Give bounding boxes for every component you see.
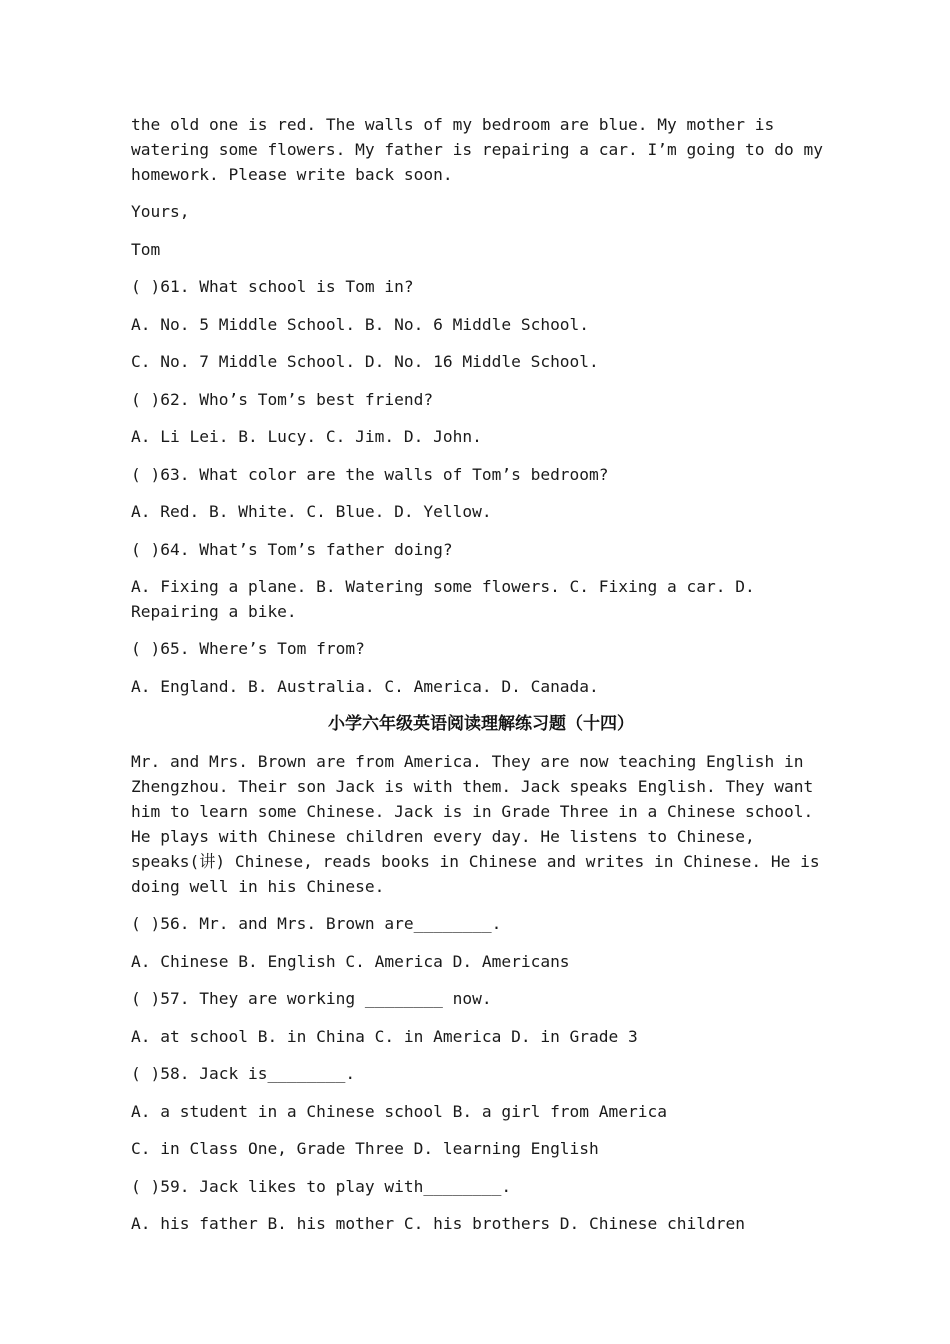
- question-block-64: [131, 537, 831, 625]
- question-stem: ( )64. What’s Tom’s father doing?: [131, 539, 453, 559]
- question-stem: ( )61. What school is Tom in?: [131, 277, 414, 296]
- question-options: A. Li Lei. B. Lucy. C. Jim. D. John.: [131, 427, 482, 446]
- letter-closing: Yours,: [131, 202, 190, 221]
- letter-signature: Tom: [131, 239, 161, 259]
- document-page: [131, 112, 831, 1249]
- question-options: A. his father B. his mother C. his brothers D. Chinese children: [131, 1214, 745, 1233]
- question-block-61: [131, 274, 831, 375]
- question-options: A. England. B. Australia. C. America. D. Canada.: [131, 676, 599, 696]
- question-options: A. Fixing a plane. B. Watering some flowers. C. Fixing a car. D. Repairing a bike.: [131, 577, 765, 621]
- question-options: A. Chinese B. English C. America D. Americans: [131, 951, 570, 971]
- question-options: A. at school B. in China C. in America D. in Grade 3: [131, 1026, 638, 1046]
- question-block-58: [131, 1061, 831, 1162]
- question-stem: ( )56. Mr. and Mrs. Brown are________.: [131, 914, 502, 933]
- question-block-62: [131, 387, 831, 450]
- question-block-56: [131, 911, 831, 974]
- question-block-65: [131, 636, 831, 699]
- question-stem: ( )65. Where’s Tom from?: [131, 639, 365, 658]
- question-options: A. Red. B. White. C. Blue. D. Yellow.: [131, 502, 492, 521]
- question-options: C. No. 7 Middle School. D. No. 16 Middle School.: [131, 352, 599, 371]
- question-stem: ( )62. Who’s Tom’s best friend?: [131, 389, 434, 409]
- question-stem: ( )58. Jack is________.: [131, 1064, 356, 1083]
- question-options: C. in Class One, Grade Three D. learning English: [131, 1139, 599, 1158]
- question-block-63: [131, 462, 831, 525]
- question-stem: ( )63. What color are the walls of Tom’s bedroom?: [131, 464, 609, 484]
- question-stem: ( )59. Jack likes to play with________.: [131, 1176, 512, 1196]
- letter-paragraph: the old one is red. The walls of my bedroom are blue. My mother is watering some flowers. My father is repairing a car. I’m going to do my homework. Please write back soon.: [131, 115, 833, 184]
- question-block-59: [131, 1174, 831, 1237]
- question-options: A. a student in a Chinese school B. a girl from America: [131, 1101, 668, 1121]
- question-block-57: [131, 986, 831, 1049]
- reading-passage: Mr. and Mrs. Brown are from America. They are now teaching English in Zhengzhou. Their son Jack is with them. Jack speaks English. They want him to learn some Chinese. Jack is in Grade Three in a Chinese school. He plays with Chinese children every day. He listens to Chinese, speaks(讲) Chinese, reads books in Chinese and writes in Chinese. He is doing well in his Chinese.: [131, 752, 830, 896]
- question-stem: ( )57. They are working ________ now.: [131, 989, 492, 1008]
- section-title: 小学六年级英语阅读理解练习题（十四）: [328, 714, 634, 734]
- question-options: A. No. 5 Middle School. B. No. 6 Middle School.: [131, 314, 590, 334]
